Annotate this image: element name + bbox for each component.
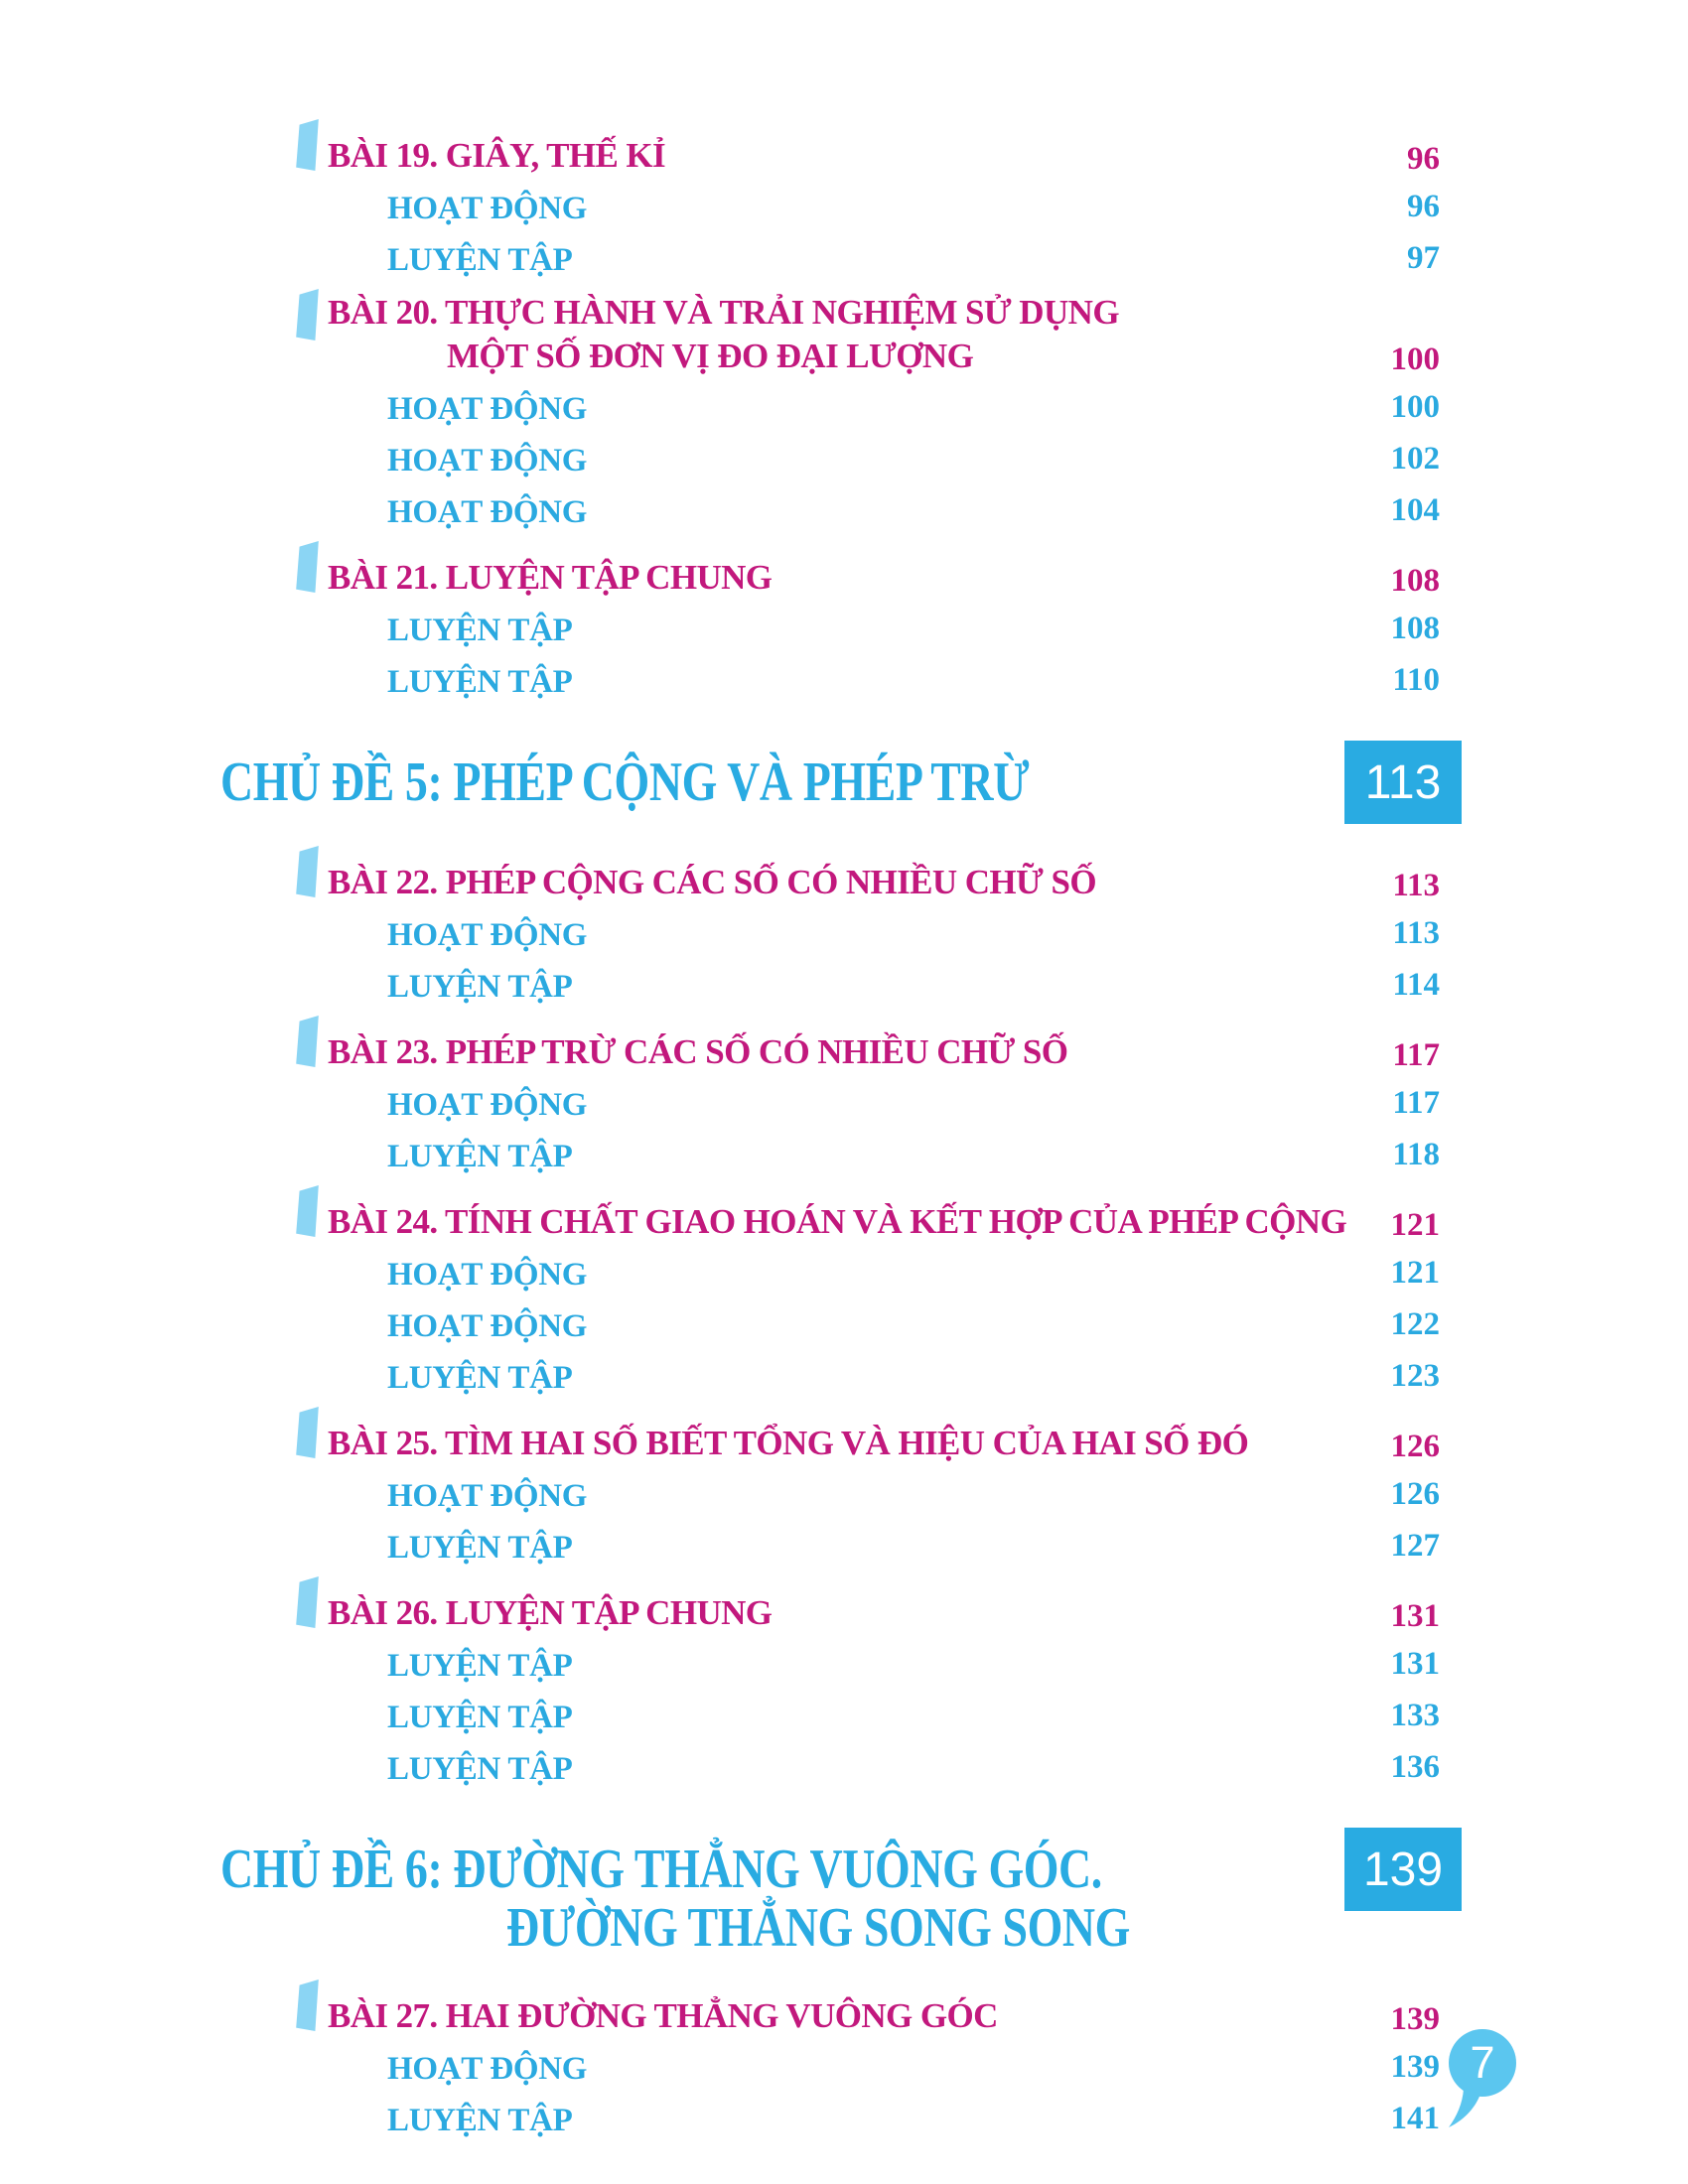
chapter-title-text: CHỦ ĐỀ 5: PHÉP CỘNG VÀ PHÉP TRỪ	[220, 751, 1030, 813]
toc-entry-section	[0, 1136, 1688, 1173]
chapter-title	[220, 753, 1344, 812]
page-number: 131	[1390, 1598, 1440, 1634]
section-label: LUYỆN TẬP	[387, 242, 573, 278]
page-number: 108	[1390, 563, 1440, 599]
chapter-title	[220, 1841, 1344, 1958]
section-label: HOẠT ĐỘNG	[387, 191, 588, 226]
page-number: 100	[1390, 341, 1440, 377]
section-label: HOẠT ĐỘNG	[387, 917, 588, 953]
toc-chapter-heading	[0, 753, 1688, 824]
lesson-bullet-icon	[296, 846, 319, 897]
lesson-title-line1: BÀI 23. PHÉP TRỪ CÁC SỐ CÓ NHIỀU CHỮ SỐ	[328, 1032, 1068, 1071]
page-number: 139	[1390, 2049, 1440, 2085]
lesson-title-line1: BÀI 22. PHÉP CỘNG CÁC SỐ CÓ NHIỀU CHỮ SỐ	[328, 863, 1096, 901]
lesson-title	[328, 1422, 1360, 1465]
toc-entry-lesson	[0, 543, 1688, 600]
page-number: 121	[1390, 1255, 1440, 1291]
page-number: 110	[1392, 662, 1440, 698]
section-label: HOẠT ĐỘNG	[387, 391, 588, 427]
page-number: 96	[1407, 189, 1440, 224]
page-number: 139	[1390, 2001, 1440, 2037]
toc-entry-section	[0, 188, 1688, 225]
toc-entry-section	[0, 661, 1688, 699]
chapter-title-text2: ĐƯỜNG THẲNG SONG SONG	[506, 1897, 1130, 1959]
lesson-bullet	[296, 846, 319, 902]
toc-entry-lesson	[0, 1409, 1688, 1465]
lesson-title	[328, 134, 1360, 178]
section-label: HOẠT ĐỘNG	[387, 494, 588, 530]
page-number: 131	[1390, 1646, 1440, 1682]
table-of-contents	[0, 121, 1688, 2151]
section-label: LUYỆN TẬP	[387, 969, 573, 1005]
page-number: 127	[1390, 1528, 1440, 1564]
lesson-title	[328, 1591, 1360, 1635]
toc-entry-lesson	[0, 1018, 1688, 1074]
section-label: HOẠT ĐỘNG	[387, 1257, 588, 1293]
lesson-bullet-icon	[296, 541, 319, 593]
page-number: 118	[1392, 1137, 1440, 1172]
page-number: 133	[1390, 1698, 1440, 1733]
toc-entry-section	[0, 1254, 1688, 1292]
section-label: LUYỆN TẬP	[387, 1751, 573, 1787]
section-label: LUYỆN TẬP	[387, 1700, 573, 1735]
lesson-title	[328, 291, 1360, 378]
lesson-title	[328, 1200, 1360, 1244]
lesson-bullet	[296, 119, 319, 176]
lesson-bullet	[296, 1016, 319, 1072]
lesson-bullet-icon	[296, 1016, 319, 1067]
lesson-title-line1: BÀI 24. TÍNH CHẤT GIAO HOÁN VÀ KẾT HỢP CỦA PHÉP CỘNG	[328, 1202, 1347, 1241]
toc-entry-section	[0, 1475, 1688, 1513]
page-number: 136	[1390, 1749, 1440, 1785]
page-number: 121	[1390, 1207, 1440, 1243]
page-number: 126	[1390, 1476, 1440, 1512]
toc-chapter-heading	[0, 1841, 1688, 1958]
chapter-title-line1	[220, 753, 1344, 812]
toc-entry-section	[0, 440, 1688, 478]
chapter-page-badge: 113	[1344, 741, 1462, 824]
page-number: 123	[1390, 1358, 1440, 1394]
toc-entry-section	[0, 239, 1688, 277]
section-label: HOẠT ĐỘNG	[387, 2051, 588, 2087]
page-number: 96	[1407, 141, 1440, 177]
toc-entry-lesson	[0, 1981, 1688, 2038]
section-label: HOẠT ĐỘNG	[387, 1478, 588, 1514]
lesson-bullet	[296, 541, 319, 598]
page-number: 97	[1407, 240, 1440, 276]
chapter-title-line2	[506, 1899, 1344, 1958]
page-number: 104	[1390, 492, 1440, 528]
lesson-title-line1: BÀI 19. GIÂY, THẾ KỈ	[328, 136, 666, 175]
section-label: LUYỆN TẬP	[387, 1648, 573, 1684]
page-number-bubble	[1446, 2029, 1519, 2130]
toc-entry-section	[0, 1748, 1688, 1786]
section-label: LUYỆN TẬP	[387, 1360, 573, 1396]
toc-entry-section	[0, 1527, 1688, 1565]
toc-entry-section	[0, 1084, 1688, 1122]
lesson-title-line1: BÀI 26. LUYỆN TẬP CHUNG	[328, 1593, 773, 1632]
page-number: 102	[1390, 441, 1440, 477]
page-number: 113	[1392, 915, 1440, 951]
lesson-bullet-icon	[296, 1185, 319, 1237]
lesson-title	[328, 861, 1360, 904]
section-label: HOẠT ĐỘNG	[387, 443, 588, 478]
toc-entry-lesson	[0, 1187, 1688, 1244]
page-number: 126	[1390, 1429, 1440, 1464]
toc-entry-section	[0, 914, 1688, 952]
section-label: LUYỆN TẬP	[387, 1530, 573, 1566]
toc-entry-section	[0, 2048, 1688, 2086]
toc-entry-section	[0, 966, 1688, 1004]
toc-entry-section	[0, 491, 1688, 529]
section-label: LUYỆN TẬP	[387, 613, 573, 648]
page-number: 100	[1390, 389, 1440, 425]
page-number: 122	[1390, 1306, 1440, 1342]
lesson-bullet	[296, 1576, 319, 1633]
lesson-title	[328, 1030, 1360, 1074]
lesson-bullet	[296, 289, 319, 345]
toc-entry-section	[0, 610, 1688, 647]
page-number: 117	[1392, 1085, 1440, 1121]
section-label: LUYỆN TẬP	[387, 1139, 573, 1174]
lesson-title-line1: BÀI 25. TÌM HAI SỐ BIẾT TỔNG VÀ HIỆU CỦA HAI SỐ ĐÓ	[328, 1424, 1249, 1462]
lesson-title	[328, 556, 1360, 600]
lesson-bullet	[296, 1979, 319, 2036]
lesson-bullet	[296, 1407, 319, 1463]
lesson-bullet-icon	[296, 1407, 319, 1458]
toc-entry-lesson	[0, 121, 1688, 178]
toc-entry-section	[0, 1697, 1688, 1734]
toc-entry-section	[0, 2100, 1688, 2137]
lesson-title-line1: BÀI 27. HAI ĐƯỜNG THẲNG VUÔNG GÓC	[328, 1996, 998, 2035]
toc-entry-section	[0, 388, 1688, 426]
toc-entry-lesson	[0, 291, 1688, 378]
folio-number: 7	[1470, 2037, 1495, 2088]
page-number: 141	[1390, 2101, 1440, 2136]
toc-entry-section	[0, 1357, 1688, 1395]
lesson-bullet-icon	[296, 1576, 319, 1628]
section-label: LUYỆN TẬP	[387, 2103, 573, 2138]
page-number: 114	[1392, 967, 1440, 1003]
lesson-bullet-icon	[296, 289, 319, 341]
lesson-title	[328, 1994, 1360, 2038]
lesson-title-line1: BÀI 20. THỰC HÀNH VÀ TRẢI NGHIỆM SỬ DỤNG	[328, 293, 1119, 332]
lesson-bullet	[296, 1185, 319, 1242]
chapter-title-line1	[220, 1841, 1344, 1899]
lesson-bullet-icon	[296, 119, 319, 171]
section-label: HOẠT ĐỘNG	[387, 1087, 588, 1123]
lesson-title-line1: BÀI 21. LUYỆN TẬP CHUNG	[328, 558, 773, 597]
lesson-bullet-icon	[296, 1979, 319, 2031]
chapter-page-badge: 139	[1344, 1828, 1462, 1911]
page-number: 117	[1392, 1037, 1440, 1073]
toc-entry-lesson	[0, 848, 1688, 904]
page-number: 108	[1390, 611, 1440, 646]
section-label: HOẠT ĐỘNG	[387, 1308, 588, 1344]
chapter-title-text: CHỦ ĐỀ 6: ĐƯỜNG THẲNG VUÔNG GÓC.	[220, 1839, 1102, 1900]
section-label: LUYỆN TẬP	[387, 664, 573, 700]
toc-entry-section	[0, 1305, 1688, 1343]
page-number: 113	[1392, 868, 1440, 903]
toc-entry-lesson	[0, 1578, 1688, 1635]
lesson-title-line2: MỘT SỐ ĐƠN VỊ ĐO ĐẠI LƯỢNG	[447, 337, 974, 375]
toc-entry-section	[0, 1645, 1688, 1683]
